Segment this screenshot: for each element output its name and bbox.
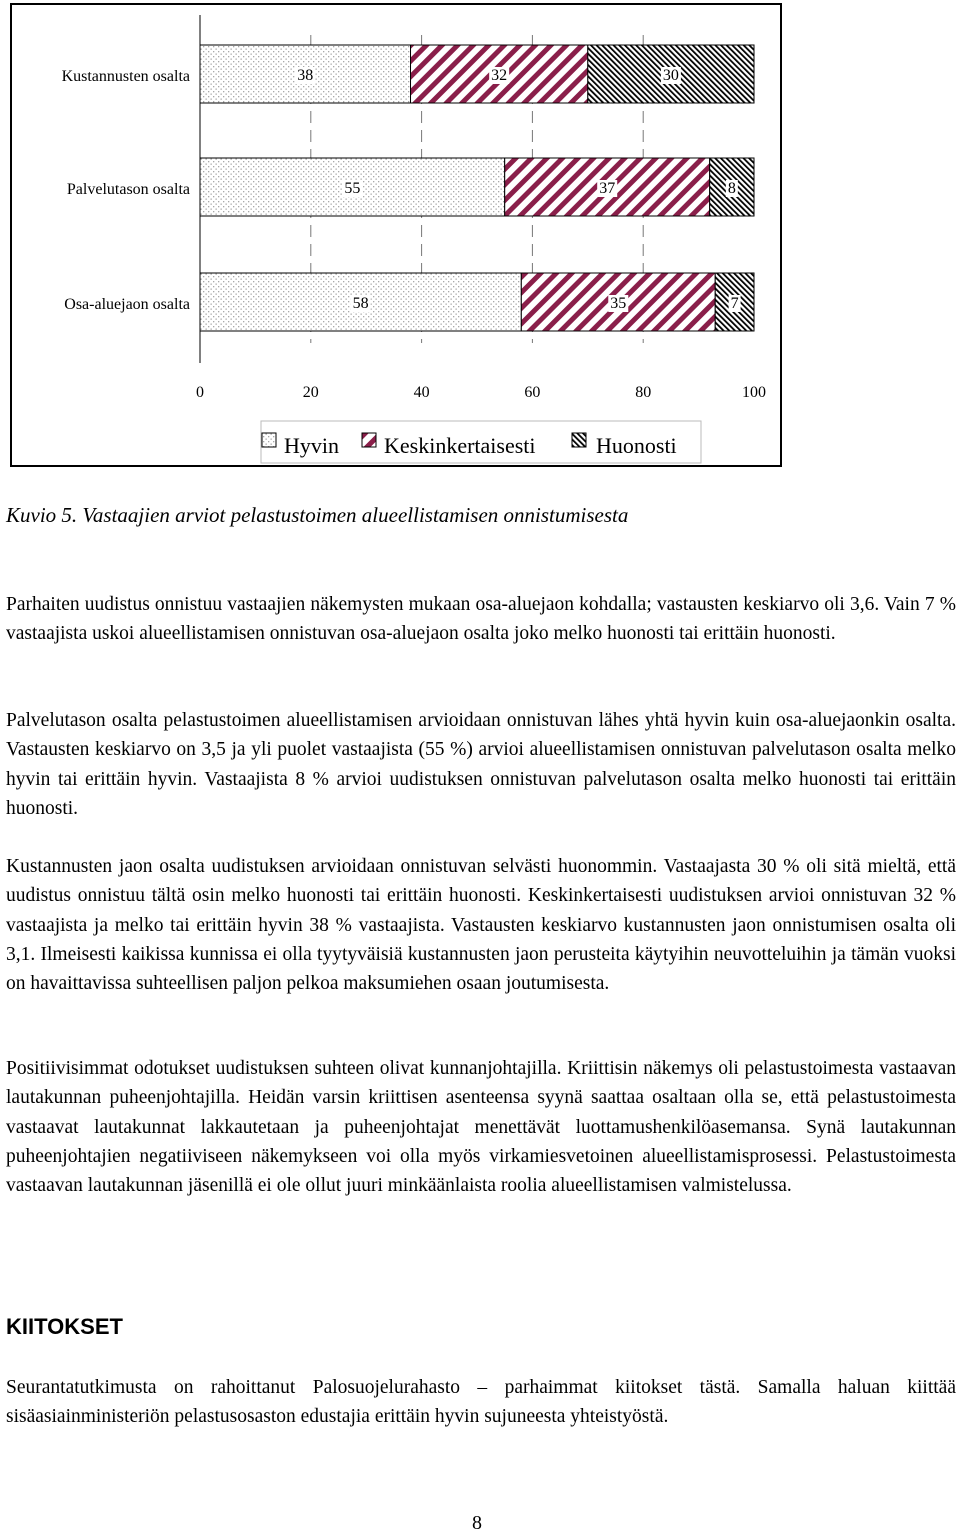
x-tick-label: 60	[524, 384, 541, 401]
data-label: 37	[599, 180, 616, 197]
paragraph-5: Seurantatutkimusta on rahoittanut Palosuojelurahasto – parhaimmat kiitokset tästä. Samalla haluan kiittää sisäasiainministeriön pelastusosaston edustajia erittäin hyvin sujuneesta yhteistyöstä.	[6, 1377, 956, 1428]
data-label: 7	[730, 295, 739, 312]
paragraph-2: Palvelutason osalta pelastustoimen alueellistamisen arvioidaan onnistuvan lähes yhtä hyvin kuin osa-aluejaonkin osalta. Vastausten keskiarvo on 3,5 ja yli puolet vastaajista (55 %) arvioi alueellistamisen onnistuvan palvelutason osalta melko hyvin tai erittäin hyvin. Vastaajista 8 % arvioi uudistuksen onnistuvan palvelutason osalta melko huonosti tai erittäin huonosti.	[6, 710, 956, 819]
legend-swatch	[262, 433, 276, 447]
chart-frame	[10, 3, 782, 467]
data-label: 58	[352, 295, 369, 312]
category-label: Osa-aluejaon osalta	[64, 296, 190, 313]
paragraph-4: Positiivisimmat odotukset uudistuksen suhteen olivat kunnanjohtajilla. Kriittisin näkemys oli pelastustoimesta vastaavan lautakunnan puheenjohtajilla. Heidän varsin kriittisen asenteensa syynä saattaa osaltaan olla se, että pelastustoimesta vastaavat lautakunnat lakkautetaan ja puheenjohtajat menettävät luottamushenkilöasemansa. Synä lautakunnan puheenjohtajien negatiiviseen näkemykseen voi olla myös virkamiesvetoinen alueellistamisprosessi. Pelastustoimesta vastaavan lautakunnan jäsenillä ei ole ollut juuri minkäänlaista roolia alueellistamisen valmistelussa.	[6, 1058, 956, 1197]
section-heading: KIITOKSET	[6, 1314, 123, 1339]
legend-swatch	[362, 433, 376, 447]
x-tick-label: 100	[742, 384, 766, 401]
legend-label: Huonosti	[596, 433, 677, 458]
paragraph-3: Kustannusten jaon osalta uudistuksen arvioidaan onnistuvan selvästi huonommin. Vastaajasta 30 % oli sitä mieltä, että uudistus onnistuu tältä osin melko huonosti tai erittäin huonosti. Keskinkertaisesti uudistuksen arvioi onnistuvan 32 % vastaajista ja melko tai erittäin hyvin 38 % vastaajista. Vastausten keskiarvo kustannusten jaon onnistumisen osalta oli 3,1. Ilmeisesti kaikissa kunnissa ei olla tyytyväisiä kustannusten jaon perusteita käytyihin neuvotteluihin ja tämän vuoksi on havaittavissa suhteellisen paljon pelkoa maksumiehen osaan joutumisesta.	[6, 856, 956, 995]
category-label: Kustannusten osalta	[61, 68, 190, 85]
legend-label: Keskinkertaisesti	[384, 433, 536, 458]
legend-swatch	[572, 433, 586, 447]
page-number: 8	[472, 1512, 482, 1534]
data-label: 35	[610, 295, 627, 312]
data-label: 30	[662, 67, 679, 84]
data-label: 8	[727, 180, 736, 197]
x-tick-label: 80	[635, 384, 652, 401]
x-tick-label: 0	[196, 384, 204, 401]
data-label: 55	[344, 180, 361, 197]
x-tick-label: 40	[413, 384, 430, 401]
figure-caption: Kuvio 5. Vastaajien arviot pelastustoimen alueellistamisen onnistumisesta	[6, 503, 629, 527]
data-label: 32	[491, 67, 508, 84]
data-label: 38	[297, 67, 314, 84]
x-tick-label: 20	[302, 384, 319, 401]
category-label: Palvelutason osalta	[66, 181, 190, 198]
stacked-bar-chart	[12, 5, 780, 465]
paragraph-1: Parhaiten uudistus onnistuu vastaajien näkemysten mukaan osa-aluejaon kohdalla; vastausten keskiarvo oli 3,6. Vain 7 % vastaajista uskoi alueellistamisen onnistuvan osa-aluejaon osalta joko melko huonosti tai erittäin huonosti.	[6, 594, 956, 645]
legend-label: Hyvin	[284, 433, 339, 458]
